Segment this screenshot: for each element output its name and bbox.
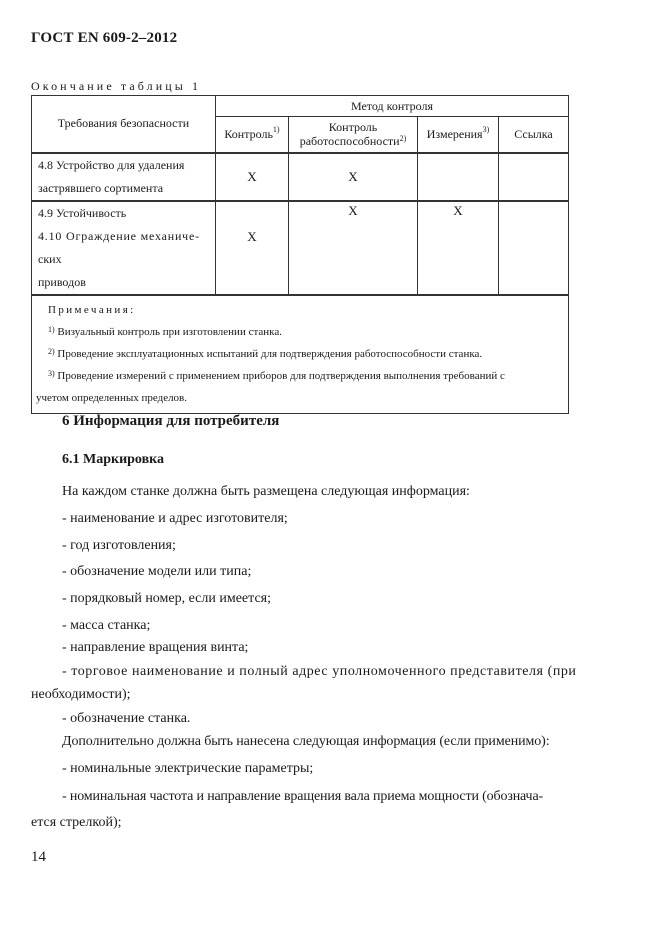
cell-measure [418, 153, 499, 201]
table-notes-row [32, 295, 569, 414]
header-method: Метод контроля [216, 96, 569, 117]
note-2-text: Проведение эксплуатационных испытаний для подтверждения работоспособности станка. [57, 347, 483, 360]
list-item: - год изготовления; [62, 538, 176, 553]
list-item: - обозначение станка. [62, 711, 191, 726]
table-header-row [32, 96, 569, 117]
list-item: - номинальная частота и направление вращения вала приема мощности (обознача- [62, 789, 544, 804]
list-item: - торговое наименование и полный адрес уполномоченного представителя (при [62, 664, 577, 679]
document-header: ГОСТ EN 609-2–2012 [31, 30, 178, 46]
list-item-continued: ется стрелкой); [31, 815, 122, 830]
subheader-performance-line1: Контроль [328, 120, 378, 135]
row-requirement-line: приводов [38, 274, 86, 289]
header-requirements: Требования безопасности [32, 96, 216, 153]
notes-title: Примечания: [48, 303, 136, 316]
row-requirement [32, 153, 216, 201]
note-1-mark: 1) [48, 324, 55, 334]
list-item: - номинальные электрические параметры; [62, 761, 314, 776]
row-requirement [32, 201, 216, 295]
list-item: - направление вращения винта; [62, 640, 249, 655]
subheader-performance-line2: работоспособности [299, 134, 400, 149]
control-methods-table [31, 95, 569, 414]
page-number: 14 [31, 849, 46, 865]
note-3-text: Проведение измерений с применением приборов для подтверждения выполнения требований с [57, 369, 505, 382]
row-requirement-line: 4.8 Устройство для удаления [38, 157, 185, 172]
paragraph-line: Дополнительно должна быть нанесена следующая информация (если применимо): [62, 734, 550, 749]
list-item: - наименование и адрес изготовителя; [62, 511, 288, 526]
cell-performance: X [289, 153, 418, 201]
subheader-performance [289, 117, 418, 153]
cell-performance [289, 201, 418, 295]
subheader-control [216, 117, 289, 153]
subheader-measure [418, 117, 499, 153]
row-requirement-line: 4.10 Ограждение механиче- [38, 228, 200, 243]
subheader-control-mark: 1) [272, 124, 280, 134]
paragraph-line: На каждом станке должна быть размещена следующая информация: [62, 484, 470, 499]
table-row [32, 153, 569, 201]
cell-reference [499, 153, 569, 201]
section-title: 6 Информация для потребителя [62, 413, 280, 429]
subheader-control-label: Контроль [224, 126, 273, 141]
list-item: - порядковый номер, если имеется; [62, 591, 271, 606]
row-requirement-line: 4.9 Устойчивость [38, 205, 127, 220]
cell-measure-value: X [453, 202, 463, 218]
cell-reference [499, 201, 569, 295]
table-caption: Окончание таблицы 1 [31, 79, 202, 93]
subheader-measure-mark: 3) [482, 124, 490, 134]
subheader-measure-label: Измерения [426, 126, 483, 141]
row-requirement-line: ских [38, 251, 62, 266]
cell-control [216, 201, 289, 295]
subheader-performance-mark: 2) [399, 134, 407, 144]
list-item: - масса станка; [62, 618, 151, 633]
note-1 [36, 321, 564, 343]
note-3 [36, 365, 564, 387]
cell-control-value: X [247, 228, 257, 244]
subsection-title: 6.1 Маркировка [62, 452, 164, 467]
note-2 [36, 343, 564, 365]
note-3-continued: учетом определенных пределов. [36, 391, 188, 404]
table-row-group [32, 201, 569, 295]
note-1-text: Визуальный контроль при изготовлении станка. [57, 325, 282, 338]
subheader-reference: Ссылка [499, 117, 569, 153]
table-notes [32, 295, 569, 414]
row-requirement-line: застрявшего сортимента [38, 180, 164, 195]
list-item-continued: необходимости); [31, 687, 131, 702]
note-3-mark: 3) [48, 368, 55, 378]
cell-measure [418, 201, 499, 295]
cell-performance-value: X [348, 202, 358, 218]
cell-control: X [216, 153, 289, 201]
note-2-mark: 2) [48, 346, 55, 356]
list-item: - обозначение модели или типа; [62, 564, 252, 579]
